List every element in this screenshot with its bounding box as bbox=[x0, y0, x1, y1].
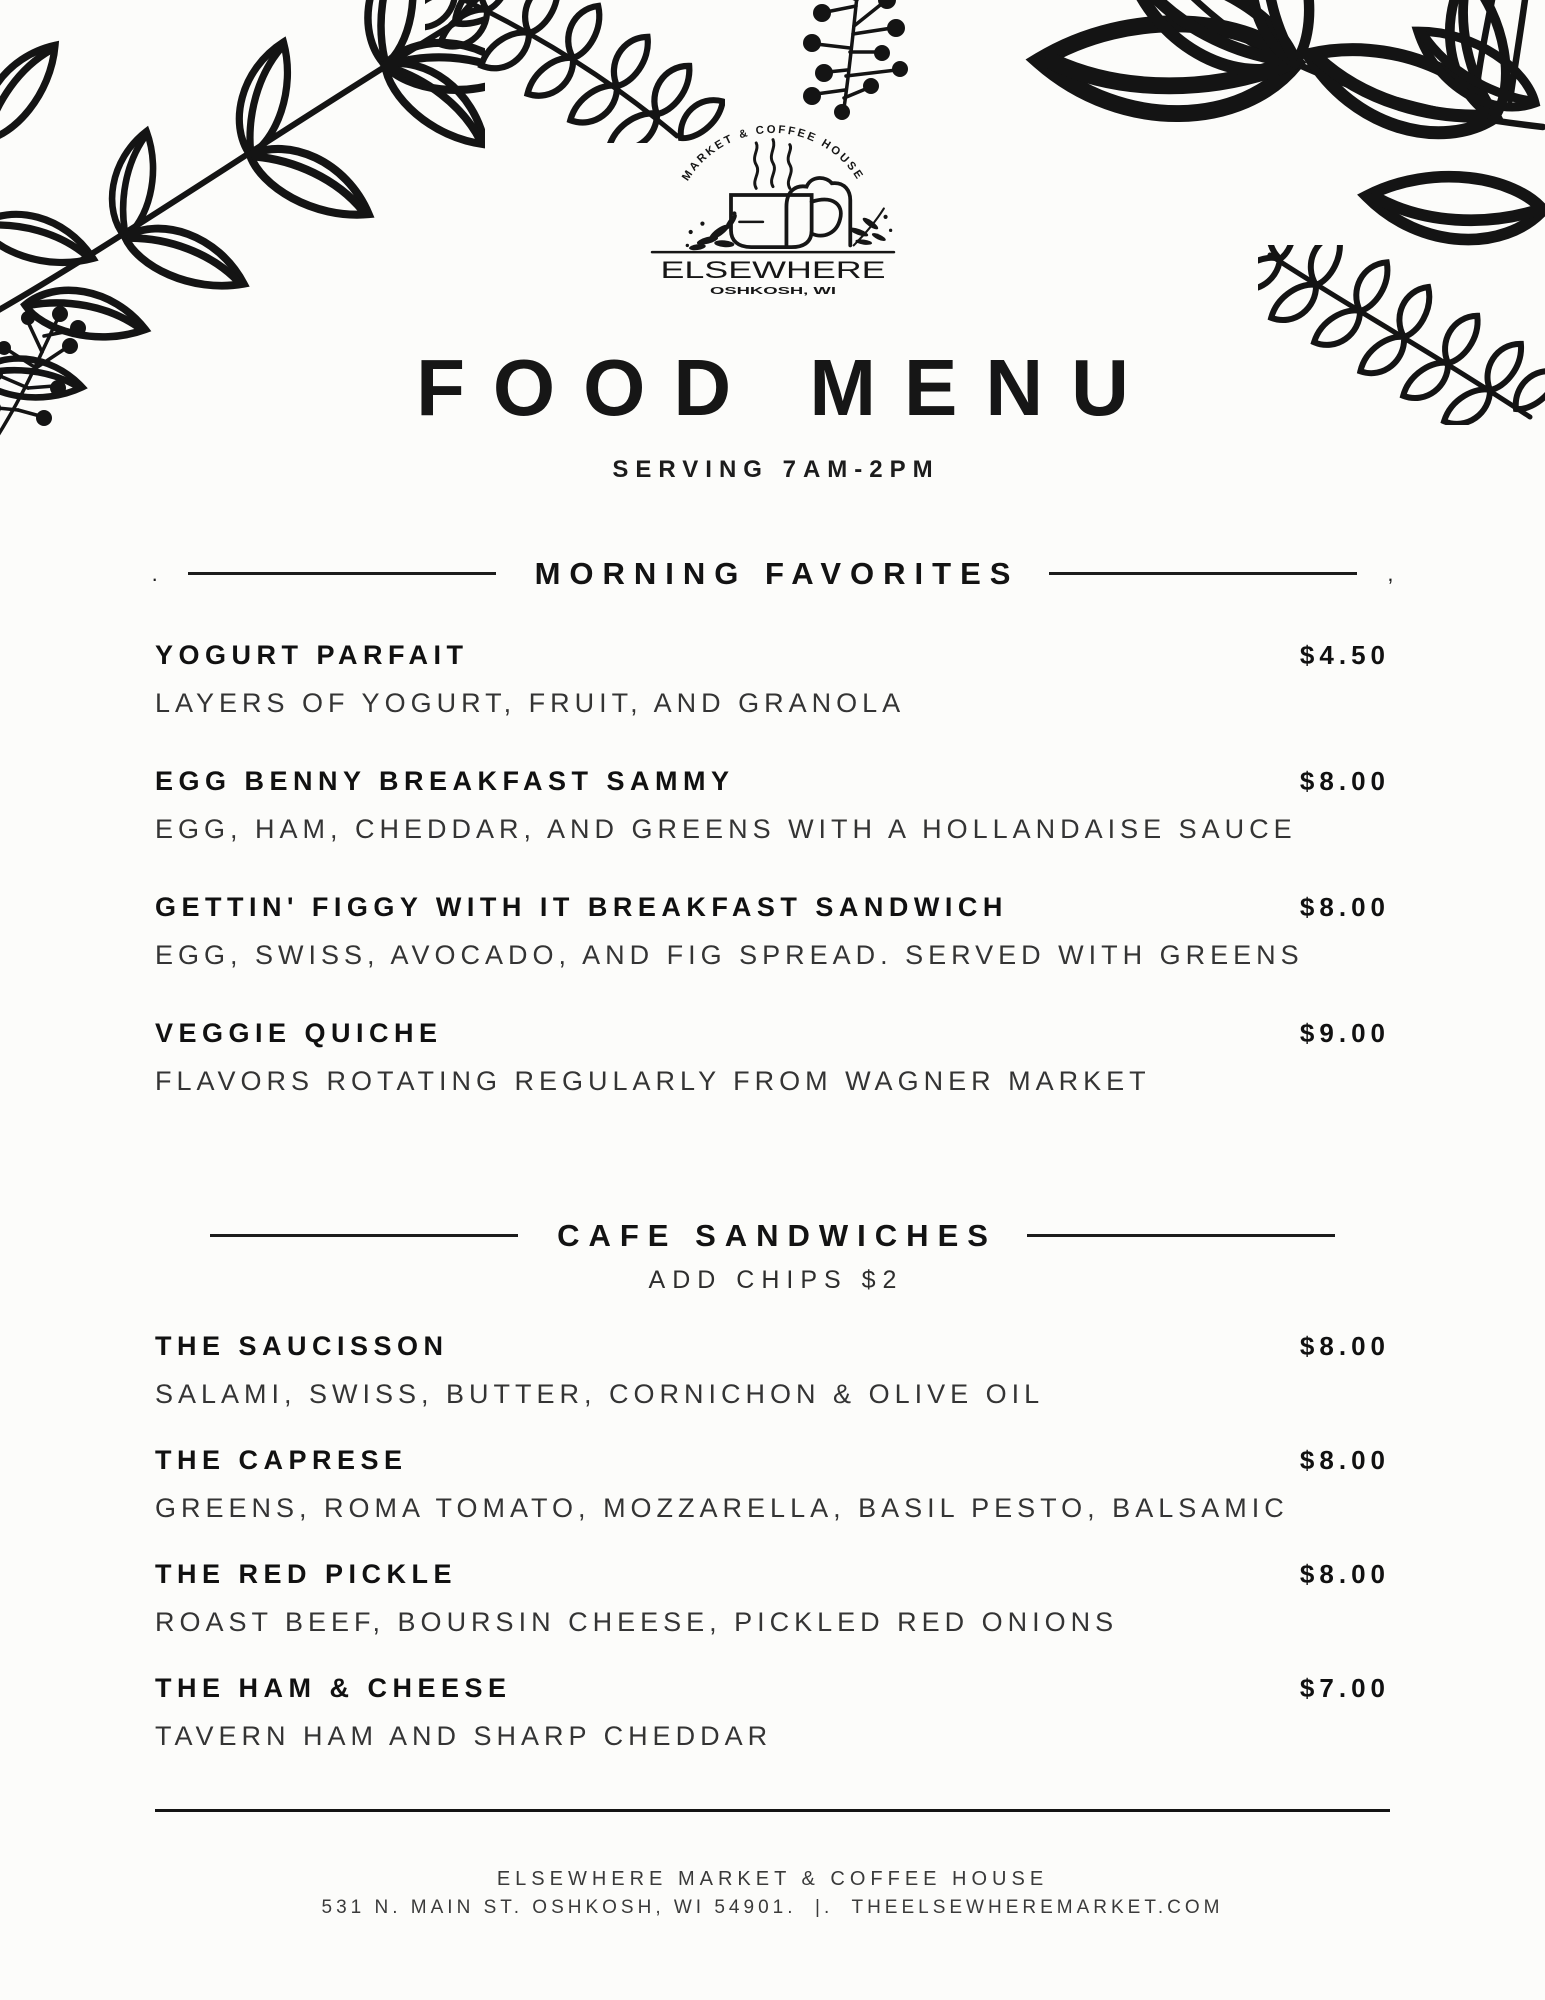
item-price: $8.00 bbox=[1299, 1444, 1390, 1475]
menu-item bbox=[155, 1329, 1390, 1411]
footer bbox=[155, 1864, 1390, 1923]
divider-line-right bbox=[1049, 572, 1357, 575]
section-header-cafe-sandwiches bbox=[155, 1216, 1390, 1256]
item-price: $8.00 bbox=[1299, 765, 1390, 796]
item-description: EGG, SWISS, AVOCADO, AND FIG SPREAD. SERVED WITH GREENS bbox=[155, 939, 1304, 970]
menu-item bbox=[155, 1671, 1390, 1753]
item-name: THE HAM & CHEESE bbox=[155, 1672, 512, 1703]
item-name: EGG BENNY BREAKFAST SAMMY bbox=[155, 765, 735, 796]
logo-location: OSHKOSH, WI bbox=[709, 286, 837, 298]
item-price: $9.00 bbox=[1299, 1017, 1390, 1048]
menu-item bbox=[155, 638, 1390, 720]
item-description: LAYERS OF YOGURT, FRUIT, AND GRANOLA bbox=[155, 687, 906, 718]
divider-mark-right: , bbox=[1387, 560, 1394, 586]
menu-item bbox=[155, 1016, 1390, 1098]
menu-items-cafe-sandwiches bbox=[155, 1329, 1390, 1753]
berry-sprig-icon bbox=[0, 300, 103, 450]
menu-item bbox=[155, 1443, 1390, 1525]
item-price: $4.50 bbox=[1299, 639, 1390, 670]
page-title: FOOD MENU bbox=[416, 342, 1157, 432]
divider-line-left bbox=[188, 572, 496, 575]
logo-brand-name: ELSEWHERE bbox=[659, 257, 886, 285]
item-description: EGG, HAM, CHEDDAR, AND GREENS WITH A HOLLANDAISE SAUCE bbox=[155, 813, 1297, 844]
section-note: ADD CHIPS $2 bbox=[648, 1265, 904, 1294]
item-description: SALAMI, SWISS, BUTTER, CORNICHON & OLIVE OIL bbox=[155, 1378, 1045, 1409]
section-title: MORNING FAVORITES bbox=[534, 555, 1020, 591]
footer-divider bbox=[155, 1809, 1390, 1812]
footer-business-name: ELSEWHERE MARKET & COFFEE HOUSE bbox=[496, 1867, 1049, 1890]
item-price: $8.00 bbox=[1299, 1330, 1390, 1361]
item-price: $8.00 bbox=[1299, 1558, 1390, 1589]
item-name: THE RED PICKLE bbox=[155, 1558, 458, 1589]
menu-item bbox=[155, 764, 1390, 846]
item-name: THE CAPRESE bbox=[155, 1444, 408, 1475]
brand-logo bbox=[155, 0, 1390, 298]
item-name: THE SAUCISSON bbox=[155, 1330, 449, 1361]
footer-address-website: 531 N. MAIN ST. OSHKOSH, WI 54901. |. THEELSEWHEREMARKET.COM bbox=[321, 1896, 1224, 1918]
menu-item bbox=[155, 1557, 1390, 1639]
section-title: CAFE SANDWICHES bbox=[557, 1217, 997, 1253]
item-description: GREENS, ROMA TOMATO, MOZZARELLA, BASIL PESTO, BALSAMIC bbox=[155, 1492, 1289, 1523]
item-description: TAVERN HAM AND SHARP CHEDDAR bbox=[155, 1720, 773, 1751]
item-name: YOGURT PARFAIT bbox=[155, 639, 469, 670]
logo-arc-text: MARKET & COFFEE HOUSE bbox=[679, 123, 866, 184]
item-description: ROAST BEEF, BOURSIN CHEESE, PICKLED RED ONIONS bbox=[155, 1606, 1119, 1637]
item-price: $7.00 bbox=[1299, 1672, 1390, 1703]
menu-item bbox=[155, 890, 1390, 972]
item-name: VEGGIE QUICHE bbox=[155, 1017, 443, 1048]
menu-items-morning-favorites bbox=[155, 638, 1390, 1098]
divider-mark-left: . bbox=[151, 560, 158, 586]
divider-line-left bbox=[210, 1234, 518, 1237]
item-description: FLAVORS ROTATING REGULARLY FROM WAGNER MARKET bbox=[155, 1065, 1151, 1096]
menu-content bbox=[151, 0, 1394, 1922]
serving-hours: SERVING 7AM-2PM bbox=[612, 455, 940, 483]
item-price: $8.00 bbox=[1299, 891, 1390, 922]
coffee-cup-and-bread-icon bbox=[647, 106, 899, 298]
item-name: GETTIN' FIGGY WITH IT BREAKFAST SANDWICH bbox=[155, 891, 1008, 922]
divider-line-right bbox=[1027, 1234, 1335, 1237]
section-header-morning-favorites bbox=[151, 554, 1394, 594]
